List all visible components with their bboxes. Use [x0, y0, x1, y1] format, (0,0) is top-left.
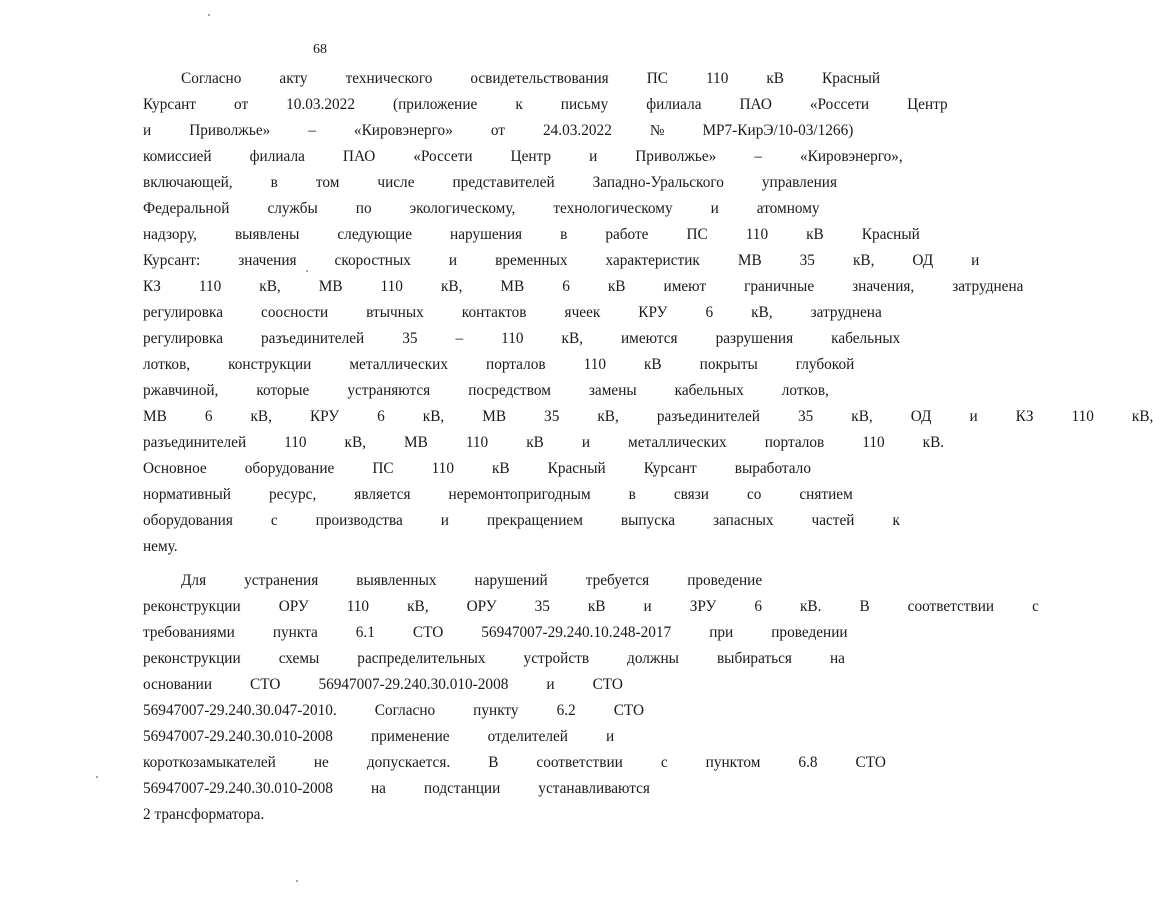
paragraph-1-line: КЗ 110 кВ, МВ 110 кВ, МВ 6 кВ имеют граничные значения, затруднена [143, 278, 1024, 295]
paragraph-1-line: ржавчиной, которые устраняются посредством замены кабельных лотков, [143, 382, 829, 399]
paragraph-2-line: 56947007-29.240.30.047-2010. Согласно пункту 6.2 СТО [143, 702, 645, 719]
scan-speck [208, 14, 210, 16]
paragraph-2-line: 2 трансформатора. [143, 806, 265, 823]
paragraph-2-line: реконструкции схемы распределительных устройств должны выбираться на [143, 650, 845, 667]
paragraph-2-line: короткозамыкателей не допускается. В соответствии с пунктом 6.8 СТО [143, 754, 886, 771]
paragraph-1 [105, 66, 1153, 560]
paragraph-1-line: нормативный ресурс, является неремонтопригодным в связи со снятием [143, 486, 853, 503]
paragraph-1-line: Основное оборудование ПС 110 кВ Красный Курсант выработало [143, 460, 811, 477]
paragraph-1-line: комиссией филиала ПАО «Россети Центр и Приволжье» – «Кировэнерго», [143, 148, 903, 165]
paragraph-1-line: МВ 6 кВ, КРУ 6 кВ, МВ 35 кВ, разъединителей 35 кВ, ОД и КЗ 110 кВ, [143, 408, 1153, 425]
paragraph-1-line: надзору, выявлены следующие нарушения в работе ПС 110 кВ Красный [143, 226, 920, 243]
paragraph-2-line: реконструкции ОРУ 110 кВ, ОРУ 35 кВ и ЗРУ 6 кВ. В соответствии с [143, 598, 1039, 615]
paragraph-1-line: Согласно акту технического освидетельствования ПС 110 кВ Красный [181, 70, 881, 87]
paragraph-2-line: Для устранения выявленных нарушений требуется проведение [181, 572, 763, 589]
paragraph-1-line: Федеральной службы по экологическому, технологическому и атомному [143, 200, 820, 217]
paragraph-1-line: нему. [143, 538, 178, 555]
paragraph-1-line: лотков, конструкции металлических порталов 110 кВ покрыты глубокой [143, 356, 855, 373]
paragraph-2 [105, 568, 1039, 828]
page-number: 68 [313, 42, 327, 57]
scan-speck [306, 270, 308, 272]
paragraph-1-line: и Приволжье» – «Кировэнерго» от 24.03.2022 № МР7-КирЭ/10-03/1266) [143, 122, 854, 139]
paragraph-2-line: 56947007-29.240.30.010-2008 на подстанции устанавливаются [143, 780, 650, 797]
scan-speck [96, 776, 98, 778]
paragraph-1-line: регулировка разъединителей 35 – 110 кВ, имеются разрушения кабельных [143, 330, 901, 347]
paragraph-1-line: разъединителей 110 кВ, МВ 110 кВ и металлических порталов 110 кВ. [143, 434, 945, 451]
paragraph-2-line: основании СТО 56947007-29.240.30.010-2008 и СТО [143, 676, 623, 693]
paragraph-1-line: Курсант: значения скоростных и временных характеристик МВ 35 кВ, ОД и [143, 252, 980, 269]
paragraph-2-line: требованиями пункта 6.1 СТО 56947007-29.240.10.248-2017 при проведении [143, 624, 848, 641]
paragraph-1-line: включающей, в том числе представителей Западно-Уральского управления [143, 174, 838, 191]
paragraph-1-line: Курсант от 10.03.2022 (приложение к письму филиала ПАО «Россети Центр [143, 96, 948, 113]
scan-speck [296, 880, 298, 882]
page-body [105, 66, 1153, 828]
paragraph-1-line: регулировка соосности втычных контактов ячеек КРУ 6 кВ, затруднена [143, 304, 882, 321]
paragraph-1-line: оборудования с производства и прекращением выпуска запасных частей к [143, 512, 900, 529]
paragraph-2-line: 56947007-29.240.30.010-2008 применение отделителей и [143, 728, 615, 745]
